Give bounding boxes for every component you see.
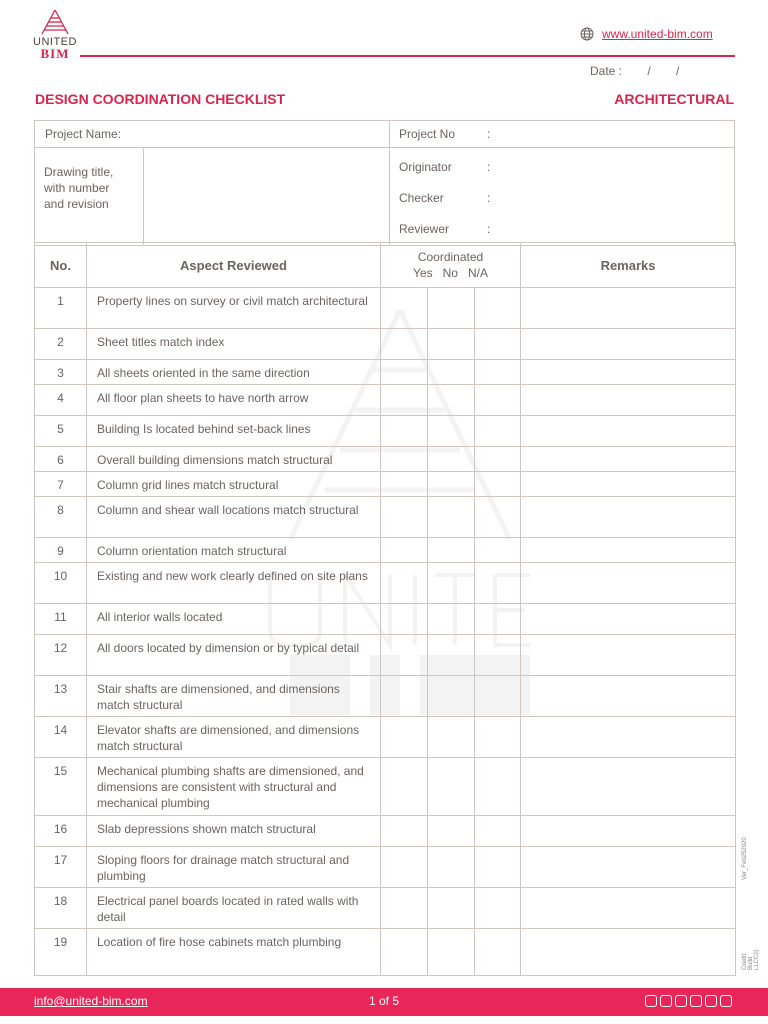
- table-row: [35, 472, 736, 497]
- yes-cell[interactable]: [381, 635, 428, 676]
- remarks-cell[interactable]: [521, 816, 736, 847]
- no-cell[interactable]: [428, 676, 475, 717]
- table-row: [35, 416, 736, 447]
- aspect-text: All interior walls located: [87, 604, 381, 635]
- checklist-body: [35, 288, 736, 976]
- no-cell[interactable]: [428, 447, 475, 472]
- na-cell[interactable]: [475, 538, 521, 563]
- project-name-label: Project Name:: [45, 127, 122, 141]
- aspect-text: Column and shear wall locations match structural: [87, 497, 381, 538]
- aspect-text: Sloping floors for drainage match structural and plumbing: [87, 847, 381, 888]
- page-number: 1 of 5: [368, 994, 400, 1008]
- signatories-cell: [390, 148, 735, 246]
- remarks-cell[interactable]: [521, 288, 736, 329]
- pyramid-logo-icon: [38, 8, 72, 36]
- remarks-cell[interactable]: [521, 538, 736, 563]
- drawing-title-cell: [35, 148, 144, 246]
- aspect-text: All floor plan sheets to have north arrow: [87, 385, 381, 416]
- aspect-text: Overall building dimensions match structural: [87, 447, 381, 472]
- remarks-cell[interactable]: [521, 416, 736, 447]
- na-cell[interactable]: [475, 888, 521, 929]
- na-label: N/A: [467, 266, 488, 280]
- yes-cell[interactable]: [381, 385, 428, 416]
- row-number: 17: [35, 847, 87, 888]
- na-cell[interactable]: [475, 604, 521, 635]
- drawing-title-line: with number: [44, 181, 110, 195]
- date-separator: /: [676, 64, 680, 78]
- header-remarks: Remarks: [521, 243, 736, 288]
- drawing-title-line: and revision: [44, 197, 109, 211]
- social-links: [645, 995, 732, 1007]
- version-text: Ver_Feb252020: [742, 837, 748, 880]
- instagram-icon[interactable]: [690, 995, 702, 1007]
- colon: :: [487, 160, 491, 174]
- colon: :: [487, 222, 491, 236]
- table-row: [35, 635, 736, 676]
- na-cell[interactable]: [475, 329, 521, 360]
- discipline-title: ARCHITECTURAL: [614, 91, 734, 107]
- row-number: 2: [35, 329, 87, 360]
- logo-bim-text: BIM: [40, 46, 70, 61]
- facebook-icon[interactable]: [645, 995, 657, 1007]
- yes-cell[interactable]: [381, 717, 428, 758]
- remarks-cell[interactable]: [521, 385, 736, 416]
- remarks-cell[interactable]: [521, 497, 736, 538]
- table-row: [35, 447, 736, 472]
- document-title: DESIGN COORDINATION CHECKLIST: [35, 91, 286, 107]
- yes-cell[interactable]: [381, 676, 428, 717]
- no-cell[interactable]: [428, 847, 475, 888]
- no-cell[interactable]: [428, 888, 475, 929]
- remarks-cell[interactable]: [521, 758, 736, 816]
- table-row: [35, 360, 736, 385]
- row-number: 10: [35, 563, 87, 604]
- row-number: 16: [35, 816, 87, 847]
- aspect-text: Column grid lines match structural: [87, 472, 381, 497]
- date-separator: /: [647, 64, 651, 78]
- twitter-icon[interactable]: [660, 995, 672, 1007]
- na-cell[interactable]: [475, 288, 521, 329]
- project-info-table: [34, 120, 735, 246]
- row-number: 7: [35, 472, 87, 497]
- na-cell[interactable]: [475, 929, 521, 976]
- aspect-text: Column orientation match structural: [87, 538, 381, 563]
- row-number: 9: [35, 538, 87, 563]
- table-row: [35, 717, 736, 758]
- no-cell[interactable]: [428, 635, 475, 676]
- credit-text: Credit: Build LLCC(i): [742, 949, 760, 970]
- footer-bar: [0, 988, 768, 1016]
- yes-cell[interactable]: [381, 472, 428, 497]
- yes-cell[interactable]: [381, 847, 428, 888]
- logo-united-text: UNITED: [33, 36, 77, 48]
- remarks-cell[interactable]: [521, 888, 736, 929]
- remarks-cell[interactable]: [521, 563, 736, 604]
- yes-cell[interactable]: [381, 563, 428, 604]
- yes-cell[interactable]: [381, 416, 428, 447]
- table-row: [35, 888, 736, 929]
- remarks-cell[interactable]: [521, 447, 736, 472]
- yes-cell[interactable]: [381, 447, 428, 472]
- yes-cell[interactable]: [381, 329, 428, 360]
- globe-icon: [580, 27, 594, 41]
- na-cell[interactable]: [475, 816, 521, 847]
- remarks-cell[interactable]: [521, 847, 736, 888]
- no-cell[interactable]: [428, 416, 475, 447]
- row-number: 1: [35, 288, 87, 329]
- table-row: [35, 497, 736, 538]
- na-cell[interactable]: [475, 497, 521, 538]
- checker-label: Checker: [399, 191, 444, 205]
- remarks-cell[interactable]: [521, 635, 736, 676]
- no-label: No: [442, 266, 458, 280]
- na-cell[interactable]: [475, 472, 521, 497]
- no-cell[interactable]: [428, 563, 475, 604]
- website-text[interactable]: www.united-bim.com: [602, 27, 713, 41]
- website-link[interactable]: [580, 27, 713, 41]
- linkedin-icon[interactable]: [675, 995, 687, 1007]
- header-aspect: Aspect Reviewed: [87, 243, 381, 288]
- remarks-cell[interactable]: [521, 472, 736, 497]
- na-cell[interactable]: [475, 717, 521, 758]
- drawing-title-value-cell[interactable]: [144, 148, 390, 246]
- table-row: [35, 929, 736, 976]
- no-cell[interactable]: [428, 288, 475, 329]
- header-coordinated: [381, 243, 521, 288]
- no-cell[interactable]: [428, 816, 475, 847]
- no-cell[interactable]: [428, 360, 475, 385]
- yes-cell[interactable]: [381, 288, 428, 329]
- table-header-row: [35, 243, 736, 288]
- yes-cell[interactable]: [381, 758, 428, 816]
- aspect-text: Existing and new work clearly defined on site plans: [87, 563, 381, 604]
- yes-cell[interactable]: [381, 929, 428, 976]
- na-cell[interactable]: [475, 847, 521, 888]
- na-cell[interactable]: [475, 385, 521, 416]
- row-number: 15: [35, 758, 87, 816]
- remarks-cell[interactable]: [521, 360, 736, 385]
- na-cell[interactable]: [475, 563, 521, 604]
- united-bim-logo: [30, 8, 80, 63]
- yes-cell[interactable]: [381, 604, 428, 635]
- remarks-cell[interactable]: [521, 329, 736, 360]
- header-no: No.: [35, 243, 87, 288]
- project-no-cell: [390, 121, 735, 148]
- colon: :: [487, 191, 491, 205]
- no-cell[interactable]: [428, 385, 475, 416]
- aspect-text: Slab depressions shown match structural: [87, 816, 381, 847]
- aspect-text: All sheets oriented in the same direction: [87, 360, 381, 385]
- na-cell[interactable]: [475, 447, 521, 472]
- header-rule: [80, 55, 735, 57]
- drawing-title-line: Drawing title,: [44, 165, 114, 179]
- aspect-text: Electrical panel boards located in rated walls with detail: [87, 888, 381, 929]
- row-number: 11: [35, 604, 87, 635]
- aspect-text: All doors located by dimension or by typical detail: [87, 635, 381, 676]
- yes-cell[interactable]: [381, 360, 428, 385]
- remarks-cell[interactable]: [521, 929, 736, 976]
- table-row: [35, 329, 736, 360]
- aspect-text: Mechanical plumbing shafts are dimensioned, and dimensions are consistent with structural and mechanical plumbing: [87, 758, 381, 816]
- aspect-text: Location of fire hose cabinets match plumbing: [87, 929, 381, 976]
- aspect-text: Elevator shafts are dimensioned, and dimensions match structural: [87, 717, 381, 758]
- aspect-text: Sheet titles match index: [87, 329, 381, 360]
- email-link[interactable]: info@united-bim.com: [34, 994, 148, 1008]
- na-cell[interactable]: [475, 676, 521, 717]
- na-cell[interactable]: [475, 758, 521, 816]
- yes-cell[interactable]: [381, 538, 428, 563]
- row-number: 12: [35, 635, 87, 676]
- colon: :: [487, 127, 491, 141]
- row-number: 8: [35, 497, 87, 538]
- pinterest-icon[interactable]: [705, 995, 717, 1007]
- na-cell[interactable]: [475, 360, 521, 385]
- coordinated-label: Coordinated: [417, 250, 484, 264]
- no-cell[interactable]: [428, 538, 475, 563]
- project-no-label: Project No: [399, 127, 456, 141]
- row-number: 19: [35, 929, 87, 976]
- reviewer-label: Reviewer: [399, 222, 450, 236]
- row-number: 4: [35, 385, 87, 416]
- aspect-text: Property lines on survey or civil match architectural: [87, 288, 381, 329]
- remarks-cell[interactable]: [521, 604, 736, 635]
- no-cell[interactable]: [428, 929, 475, 976]
- no-cell[interactable]: [428, 717, 475, 758]
- table-row: [35, 538, 736, 563]
- aspect-text: Stair shafts are dimensioned, and dimensions match structural: [87, 676, 381, 717]
- row-number: 13: [35, 676, 87, 717]
- table-row: [35, 816, 736, 847]
- yes-label: Yes: [413, 266, 433, 280]
- row-number: 18: [35, 888, 87, 929]
- no-cell[interactable]: [428, 329, 475, 360]
- table-row: [35, 385, 736, 416]
- originator-label: Originator: [399, 160, 452, 174]
- aspect-text: Building Is located behind set-back lines: [87, 416, 381, 447]
- table-row: [35, 847, 736, 888]
- row-number: 3: [35, 360, 87, 385]
- project-name-cell: [35, 121, 390, 148]
- row-number: 5: [35, 416, 87, 447]
- row-number: 6: [35, 447, 87, 472]
- table-row: [35, 676, 736, 717]
- table-row: [35, 288, 736, 329]
- remarks-cell[interactable]: [521, 717, 736, 758]
- na-cell[interactable]: [475, 635, 521, 676]
- no-cell[interactable]: [428, 497, 475, 538]
- na-cell[interactable]: [475, 416, 521, 447]
- table-row: [35, 758, 736, 816]
- checklist-table: [34, 242, 736, 976]
- table-row: [35, 604, 736, 635]
- yes-cell[interactable]: [381, 497, 428, 538]
- date-field: [590, 64, 679, 78]
- remarks-cell[interactable]: [521, 676, 736, 717]
- date-label: Date :: [590, 64, 623, 78]
- no-cell[interactable]: [428, 472, 475, 497]
- no-cell[interactable]: [428, 604, 475, 635]
- table-row: [35, 563, 736, 604]
- no-cell[interactable]: [428, 758, 475, 816]
- yes-cell[interactable]: [381, 888, 428, 929]
- youtube-icon[interactable]: [720, 995, 732, 1007]
- yes-cell[interactable]: [381, 816, 428, 847]
- row-number: 14: [35, 717, 87, 758]
